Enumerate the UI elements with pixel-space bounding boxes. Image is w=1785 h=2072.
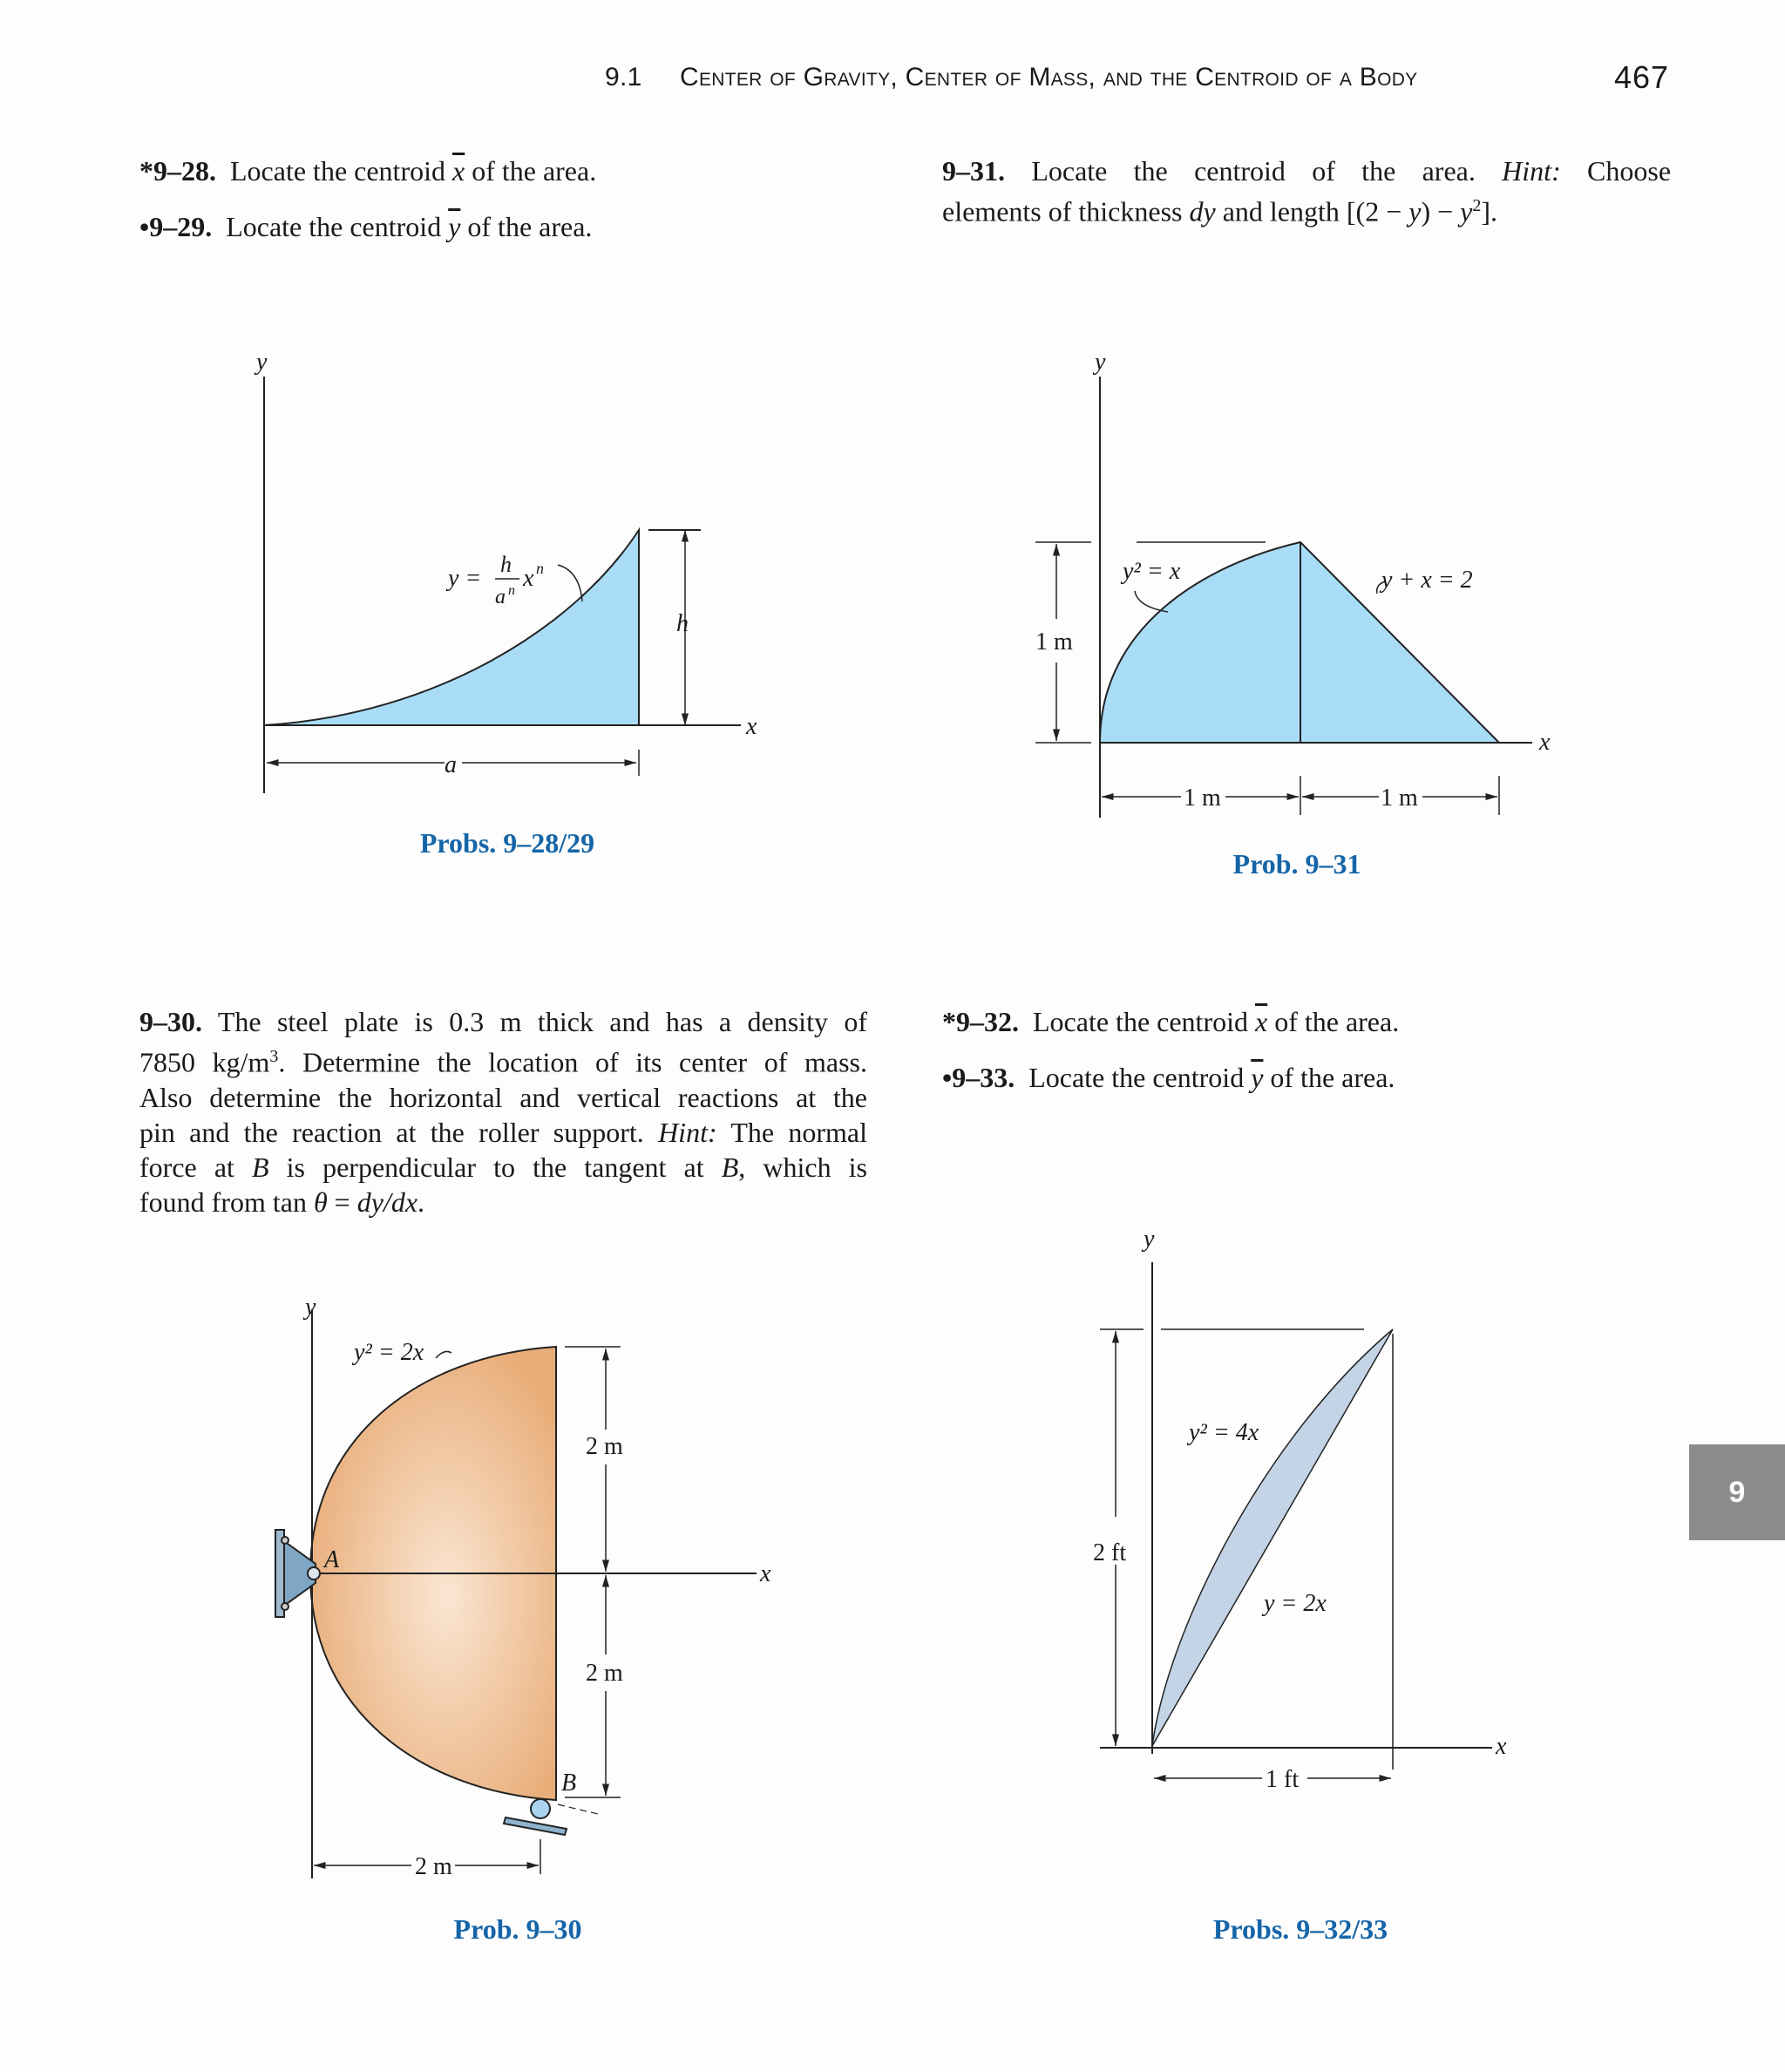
height-dimension: 2 ft [1093,1539,1127,1566]
lower-height-dimension: 2 m [586,1660,623,1687]
page-number: 467 [1614,59,1670,95]
curve-equation: y² = 2x [354,1339,424,1366]
svg-text:n: n [536,560,544,577]
problem-9-28: *9–28. Locate the centroid $\overline{x}$ of the area. [139,155,597,187]
area-under-curve [264,530,639,725]
problem-9-33: •9–33. Locate the centroid $\overline{y}$ of the area. [942,1062,1395,1093]
equation-parabola: y² = x [1123,558,1181,585]
equation-parabola: y² = 4x [1189,1419,1259,1446]
figure-9-30 [310,1309,757,1878]
section-title: Center of Gravity, Center of Mass, and the Centroid of a Body [680,63,1418,92]
equation-line: y + x = 2 [1381,567,1473,594]
svg-text:y =: y = [448,565,482,592]
problem-9-32: *9–32. Locate the centroid $\overline{x}$ of the area. [942,1006,1400,1037]
figure-9-31 [1035,377,1532,818]
figure-9-28-29 [264,377,741,793]
point-B-label: B [561,1770,577,1797]
figure-caption-9-30: Prob. 9–30 [453,1913,582,1945]
width-label-a: a [445,751,457,778]
base-dimension-1: 1 m [1184,785,1221,812]
problem-9-30: 9–30. The steel plate is 0.3 m thick and has a density of 7850 $kg/m^3$. Determine the location of its center of mass. Also determine the horizontal and vertical reactions at the pin and the reaction at the roller support. Hint: The normal force at B is perpendicular to the tangent at B, which is found from tan θ = dy/dx. [139,1006,868,1218]
equation-line: y = 2x [1264,1590,1327,1617]
y-axis-label: y [305,1294,316,1321]
y-axis-label: y [1144,1226,1155,1253]
svg-text:x: x [523,565,534,592]
x-axis-label: x [746,713,757,740]
x-axis-label: x [1539,729,1551,756]
x-axis-label: x [1496,1733,1507,1760]
y-axis-label: y [256,349,268,376]
svg-text:a: a [495,586,506,608]
section-number: 9.1 [605,63,642,92]
height-label-h: h [676,610,689,637]
chapter-tab[interactable]: 9 [1689,1444,1785,1540]
point-A-label: A [324,1546,340,1573]
figure-9-32-33 [1100,1262,1492,1778]
svg-text:n: n [508,583,515,598]
area-between-curves [1152,1329,1393,1746]
svg-text:h: h [500,552,512,577]
roller-support [504,1799,567,1835]
curve-equation [445,552,544,608]
figure-caption-9-28-29: Probs. 9–28/29 [419,827,595,859]
y-axis-label: y [1095,349,1106,376]
upper-height-dimension: 2 m [586,1433,623,1460]
x-axis-label: x [760,1560,771,1587]
height-dimension: 1 m [1035,628,1073,656]
figure-caption-9-32-33: Probs. 9–32/33 [1212,1913,1388,1945]
figure-caption-9-31: Prob. 9–31 [1232,848,1361,880]
base-dimension-2: 1 m [1381,785,1418,812]
problem-9-31: 9–31. Locate the centroid of the area. Hint: Choose elements of thickness dy and length $[(2 - y) - y^2]$. [942,155,1672,228]
problem-9-29: •9–29. Locate the centroid $\overline{y}$ of the area. [139,211,593,242]
width-dimension: 1 ft [1266,1766,1300,1793]
width-dimension: 2 m [415,1853,452,1880]
